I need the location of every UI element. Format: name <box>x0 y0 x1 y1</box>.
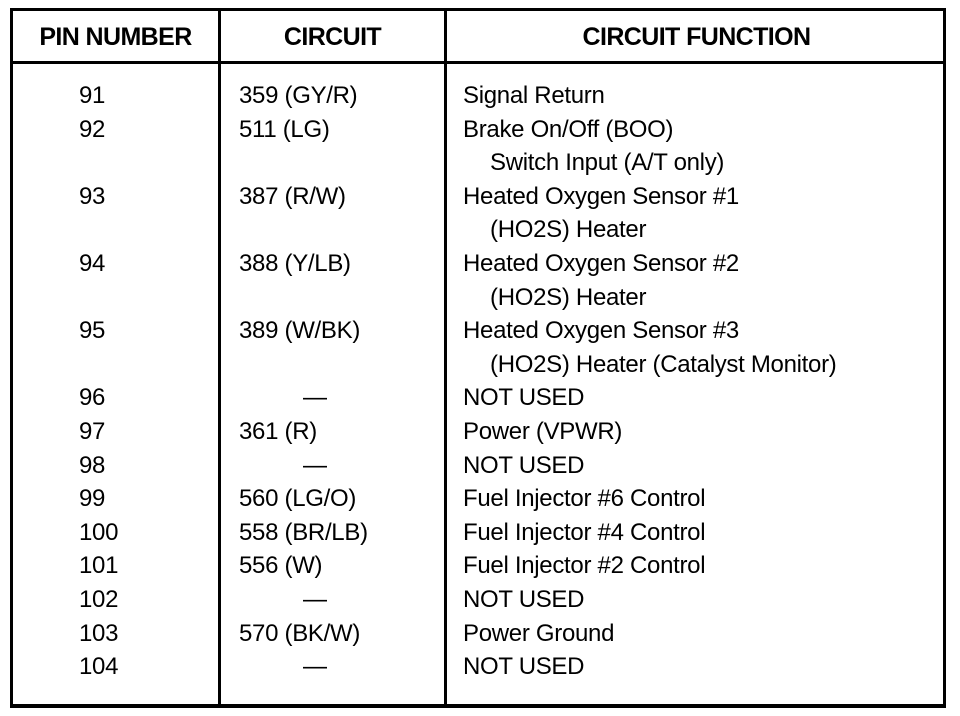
table-row <box>13 449 943 483</box>
table-row <box>13 247 943 314</box>
circuit-function-cell <box>463 617 943 651</box>
circuit-cell: 560 (LG/O) <box>239 485 357 513</box>
circuit-function-cell <box>463 314 943 381</box>
circuit-function-text: Power (VPWR) <box>463 417 623 445</box>
circuit-function-text: Fuel Injector #2 Control <box>463 552 706 580</box>
circuit-function-cell <box>463 583 943 617</box>
circuit-cell: 511 (LG) <box>239 115 330 143</box>
pin-number-cell: 102 <box>79 585 119 613</box>
table-row <box>13 381 943 415</box>
pin-number-cell: 103 <box>79 619 119 647</box>
circuit-function-cell <box>463 415 943 449</box>
table-body <box>13 79 943 684</box>
header-pin-number: PIN NUMBER <box>39 23 192 51</box>
pin-number-cell: 100 <box>79 518 119 546</box>
circuit-cell: 570 (BK/W) <box>239 619 361 647</box>
circuit-function-text: Power Ground <box>463 619 615 647</box>
header-divider <box>13 61 943 64</box>
table-row <box>13 415 943 449</box>
circuit-cell: 389 (W/BK) <box>239 317 361 345</box>
table-row <box>13 583 943 617</box>
circuit-function-cell <box>463 650 943 684</box>
circuit-function-cell <box>463 79 943 113</box>
circuit-function-text: Brake On/Off (BOO) <box>463 115 674 143</box>
circuit-function-cell <box>463 449 943 483</box>
circuit-function-cell <box>463 482 943 516</box>
pin-number-cell: 95 <box>79 317 106 345</box>
circuit-cell: 359 (GY/R) <box>239 82 358 109</box>
circuit-cell: 556 (W) <box>239 552 323 580</box>
circuit-function-text: NOT USED <box>463 585 585 613</box>
circuit-function-text: NOT USED <box>463 451 585 479</box>
pin-number-cell: 101 <box>79 552 119 580</box>
circuit-function-text: Fuel Injector #6 Control <box>463 485 706 513</box>
circuit-cell: — <box>303 653 327 681</box>
table-row <box>13 314 943 381</box>
circuit-function-text: Heated Oxygen Sensor #3 <box>463 317 739 345</box>
table-row <box>13 180 943 247</box>
circuit-function-cell <box>463 180 943 247</box>
pin-number-cell: 99 <box>79 485 106 513</box>
table-row <box>13 113 943 180</box>
pin-number-cell: 96 <box>79 384 106 412</box>
pin-number-cell: 91 <box>79 82 106 109</box>
circuit-cell: 387 (R/W) <box>239 182 346 210</box>
table-row <box>13 617 943 651</box>
pin-number-cell: 92 <box>79 115 106 143</box>
table-row <box>13 482 943 516</box>
circuit-function-text: NOT USED <box>463 384 585 412</box>
circuit-function-text: Fuel Injector #4 Control <box>463 518 706 546</box>
circuit-function-text: Signal Return <box>463 82 605 109</box>
circuit-function-cell <box>463 516 943 550</box>
pin-table <box>10 8 946 708</box>
circuit-cell: 558 (BR/LB) <box>239 518 368 546</box>
header-circuit: CIRCUIT <box>283 23 382 51</box>
circuit-cell: — <box>303 585 327 613</box>
circuit-cell: — <box>303 384 327 412</box>
table-row <box>13 516 943 550</box>
header-circuit-function: CIRCUIT FUNCTION <box>582 23 811 51</box>
circuit-function-cell <box>463 381 943 415</box>
circuit-function-continuation: (HO2S) Heater <box>490 283 647 311</box>
circuit-cell: 388 (Y/LB) <box>239 249 351 277</box>
table-row <box>13 549 943 583</box>
circuit-function-cell <box>463 113 943 180</box>
circuit-cell: — <box>303 451 327 479</box>
circuit-function-text: Heated Oxygen Sensor #2 <box>463 249 739 277</box>
circuit-function-continuation: (HO2S) Heater <box>490 216 647 244</box>
circuit-cell: 361 (R) <box>239 417 317 445</box>
circuit-function-text: Heated Oxygen Sensor #1 <box>463 182 739 210</box>
pin-number-cell: 94 <box>79 249 106 277</box>
table-row <box>13 650 943 684</box>
circuit-function-continuation: (HO2S) Heater (Catalyst Monitor) <box>490 350 837 378</box>
pin-number-cell: 104 <box>79 653 119 681</box>
circuit-function-cell <box>463 549 943 583</box>
circuit-function-continuation: Switch Input (A/T only) <box>490 149 725 177</box>
circuit-function-cell <box>463 247 943 314</box>
table-row <box>13 79 943 113</box>
pin-number-cell: 93 <box>79 182 106 210</box>
circuit-function-text: NOT USED <box>463 653 585 681</box>
pin-number-cell: 98 <box>79 451 106 479</box>
pin-number-cell: 97 <box>79 417 106 445</box>
